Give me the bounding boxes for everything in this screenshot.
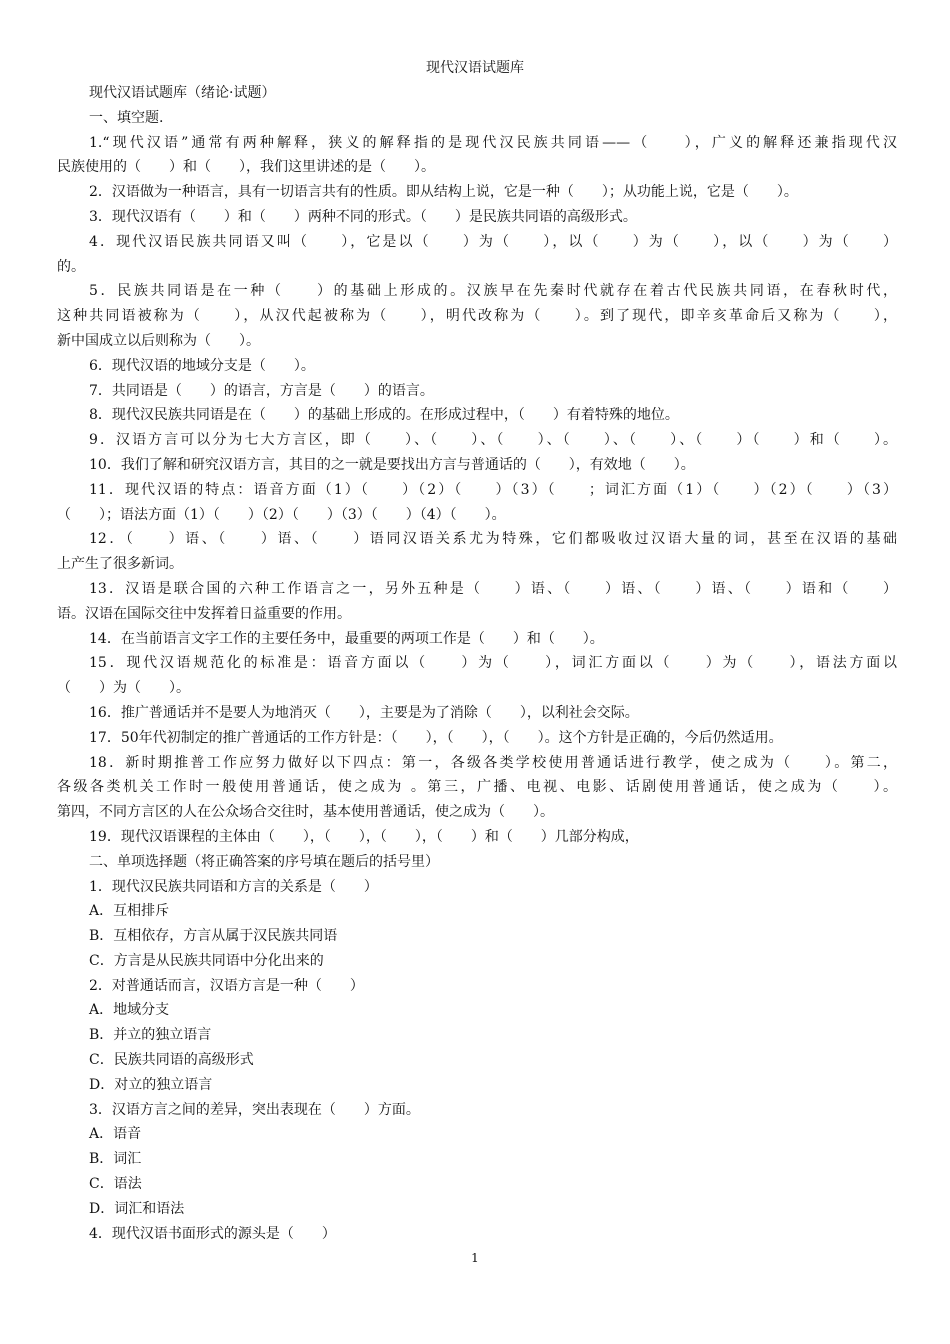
text-line: 3．汉语方言之间的差异，突出表现在（ ）方面。 <box>89 1101 420 1118</box>
text-line: D．词汇和语法 <box>89 1200 185 1217</box>
text-line: 19．现代汉语课程的主体由（ ），（ ），（ ），（ ）和（ ）几部分构成， <box>89 828 639 845</box>
text-line: 7．共同语是（ ）的语言，方言是（ ）的语言。 <box>89 382 434 399</box>
text-line: 这种共同语被称为（ ），从汉代起被称为（ ），明代改称为（ ）。到了现代，即辛亥革命后又称为（ ）， <box>57 308 897 325</box>
text-line: B．词汇 <box>89 1151 142 1168</box>
text-line: 5．民族共同语是在一种（ ）的基础上形成的。汉族早在先秦时代就存在着古代民族共同语，在春秋时代， <box>89 283 897 300</box>
text-line: 16．推广普通话并不是要人为地消灭（ ），主要是为了消除（ ），以利社会交际。 <box>89 704 639 721</box>
text-line: 10．我们了解和研究汉语方言，其目的之一就是要找出方言与普通话的（ ），有效地（ ）。 <box>89 456 695 473</box>
text-line: 2．对普通话而言，汉语方言是一种（ ） <box>89 977 364 994</box>
text-line: 2．汉语做为一种语言，具有一切语言共有的性质。即从结构上说，它是一种（ ）；从功能上说，它是（ ）。 <box>89 184 798 201</box>
text-line: 17．50年代初制定的推广普通话的工作方针是：（ ），（ ），（ ）。这个方针是正确的，今后仍然适用。 <box>89 729 783 746</box>
page-title: 现代汉语试题库 <box>426 60 524 76</box>
text-line: 二、单项选择题（将正确答案的序号填在题后的括号里） <box>89 853 439 870</box>
text-line: 新中国成立以后则称为（ ）。 <box>57 332 260 349</box>
text-line: 1．现代汉民族共同语和方言的关系是（ ） <box>89 878 378 895</box>
text-line: C．方言是从民族共同语中分化出来的 <box>89 952 324 969</box>
text-line: A．语音 <box>89 1126 142 1143</box>
text-line: 13．汉语是联合国的六种工作语言之一，另外五种是（ ）语、（ ）语、（ ）语、（ ）语和（ ） <box>89 580 897 597</box>
page-number: 1 <box>471 1251 479 1265</box>
text-line: 4．现代汉语书面形式的源头是（ ） <box>89 1225 336 1242</box>
text-line: 14．在当前语言文字工作的主要任务中，最重要的两项工作是（ ）和（ ）。 <box>89 630 604 647</box>
text-line: 11．现代汉语的特点：语音方面（1）（ ）（2）（ ）（3）（ ；词汇方面（1）（ ）（2）（ ）（3） <box>89 481 897 498</box>
text-line: 8．现代汉民族共同语是在（ ）的基础上形成的。在形成过程中，（ ）有着特殊的地位。 <box>89 407 679 424</box>
text-line: C．语法 <box>89 1176 142 1193</box>
text-line: 第四，不同方言区的人在公众场合交往时，基本使用普通话，使之成为（ ）。 <box>57 804 554 821</box>
text-line: （ ）为（ ）。 <box>57 680 190 697</box>
text-line: A．互相排斥 <box>89 903 170 920</box>
document-body <box>57 81 897 1246</box>
text-line: 一、填空题. <box>89 109 164 126</box>
text-line: 的。 <box>57 258 85 275</box>
text-line: A．地域分支 <box>89 1002 170 1019</box>
text-line: 15．现代汉语规范化的标准是：语音方面以（ ）为（ ），词汇方面以（ ）为（ ），语法方面以 <box>89 655 897 672</box>
text-line: 1.“现代汉语”通常有两种解释，狭义的解释指的是现代汉民族共同语——（ ），广义的解释还兼指现代汉 <box>89 134 897 151</box>
text-line: B．并立的独立语言 <box>89 1027 212 1044</box>
text-line: 3．现代汉语有（ ）和（ ）两种不同的形式。（ ）是民族共同语的高级形式。 <box>89 208 637 225</box>
text-line: 12．（ ）语、（ ）语、（ ）语同汉语关系尤为特殊，它们都吸收过汉语大量的词，甚至在汉语的基础 <box>89 531 897 548</box>
text-line: 18．新时期推普工作应努力做好以下四点：第一，各级各类学校使用普通话进行教学，使之成为（ ）。第二， <box>89 754 897 771</box>
text-line: 民族使用的（ ）和（ ），我们这里讲述的是（ ）。 <box>57 159 435 176</box>
text-line: 现代汉语试题库（绪论·试题） <box>89 85 276 101</box>
text-line: 各级各类机关工作时一般使用普通话，使之成为 。第三，广播、电视、电影、话剧使用普通话，使之成为（ ）。 <box>57 779 897 796</box>
text-line: C．民族共同语的高级形式 <box>89 1052 254 1069</box>
text-line: 9．汉语方言可以分为七大方言区，即（ ）、（ ）、（ ）、（ ）、（ ）、（ ）（ ）和（ ）。 <box>89 432 897 449</box>
text-line: D．对立的独立语言 <box>89 1076 213 1093</box>
text-line: （ ）；语法方面（1）（ ）（2）（ ）（3）（ ）（4）（ ）。 <box>57 506 506 523</box>
text-line: B．互相依存，方言从属于汉民族共同语 <box>89 928 338 945</box>
text-line: 语。汉语在国际交往中发挥着日益重要的作用。 <box>57 605 351 622</box>
text-line: 6．现代汉语的地域分支是（ ）。 <box>89 357 315 374</box>
text-line: 4．现代汉语民族共同语又叫（ ），它是以（ ）为（ ），以（ ）为（ ），以（ ）为（ ） <box>89 233 897 250</box>
text-line: 上产生了很多新词。 <box>57 556 183 573</box>
